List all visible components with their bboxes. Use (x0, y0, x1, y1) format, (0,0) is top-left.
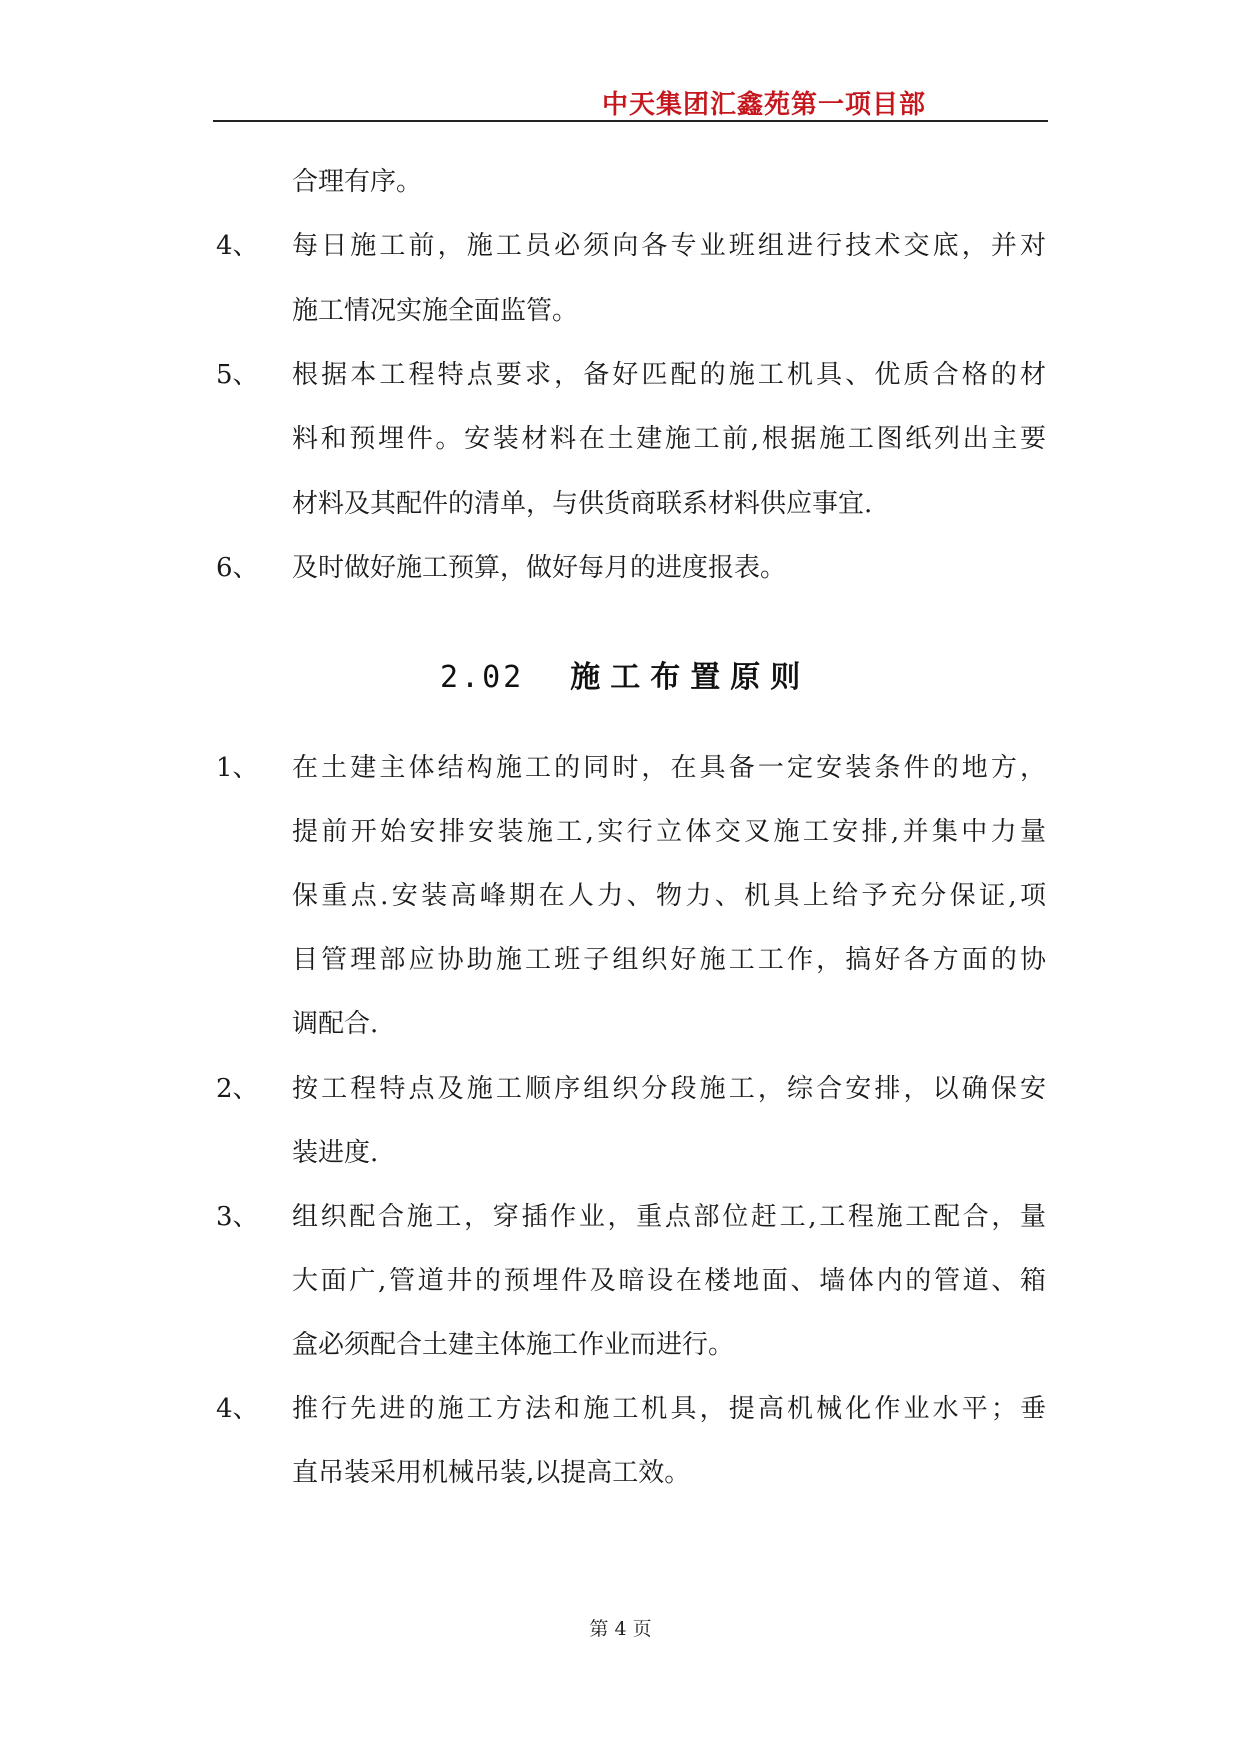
list-number: 2、 (216, 1073, 259, 1104)
list-number: 4、 (216, 1394, 259, 1424)
section-number: 2.02 (440, 660, 525, 695)
header-title: 中天集团汇鑫苑第一项目部 (601, 90, 926, 120)
list-number: 3、 (216, 1201, 259, 1232)
list-number: 1、 (216, 753, 259, 783)
text-line: 按工程特点及施工顺序组织分段施工，综合安排，以确保安 (292, 1073, 1046, 1104)
list-number: 5、 (216, 359, 259, 390)
text-line: 装进度. (292, 1137, 379, 1168)
text-line: 根据本工程特点要求，备好匹配的施工机具、优质合格的材 (292, 359, 1046, 390)
text-line: 组织配合施工，穿插作业，重点部位赶工,工程施工配合，量 (292, 1201, 1046, 1232)
header-divider (213, 120, 1048, 122)
text-line: 保重点.安装高峰期在人力、物力、机具上给予充分保证,项 (292, 881, 1046, 912)
text-line: 直吊装采用机械吊装,以提高工效。 (292, 1458, 691, 1489)
text-line: 在土建主体结构施工的同时，在具备一定安装条件的地方， (292, 753, 1046, 783)
text-line: 提前开始安排安装施工,实行立体交叉施工安排,并集中力量 (292, 817, 1046, 848)
text-line: 材料及其配件的清单，与供货商联系材料供应事宜. (292, 488, 873, 519)
text-line: 大面广,管道井的预埋件及暗设在楼地面、墙体内的管道、箱 (292, 1265, 1046, 1296)
text-line: 施工情况实施全面监管。 (292, 295, 579, 326)
text-line: 目管理部应协助施工班子组织好施工工作，搞好各方面的协 (292, 945, 1046, 976)
list-number: 6、 (216, 552, 259, 583)
text-line: 调配合. (292, 1009, 379, 1040)
list-number: 4、 (216, 231, 259, 262)
text-line: 及时做好施工预算，做好每月的进度报表。 (292, 552, 787, 583)
text-line: 合理有序。 (292, 167, 423, 197)
page-footer: 第 4 页 (589, 1618, 652, 1640)
text-line: 推行先进的施工方法和施工机具，提高机械化作业水平；垂 (292, 1394, 1046, 1424)
section-title: 施工布置原则 (570, 660, 811, 695)
text-line: 每日施工前，施工员必须向各专业班组进行技术交底，并对 (292, 231, 1046, 262)
text-line: 料和预埋件。安装材料在土建施工前,根据施工图纸列出主要 (292, 424, 1046, 455)
section-heading (440, 652, 810, 696)
text-line: 盒必须配合土建主体施工作业而进行。 (292, 1329, 735, 1360)
